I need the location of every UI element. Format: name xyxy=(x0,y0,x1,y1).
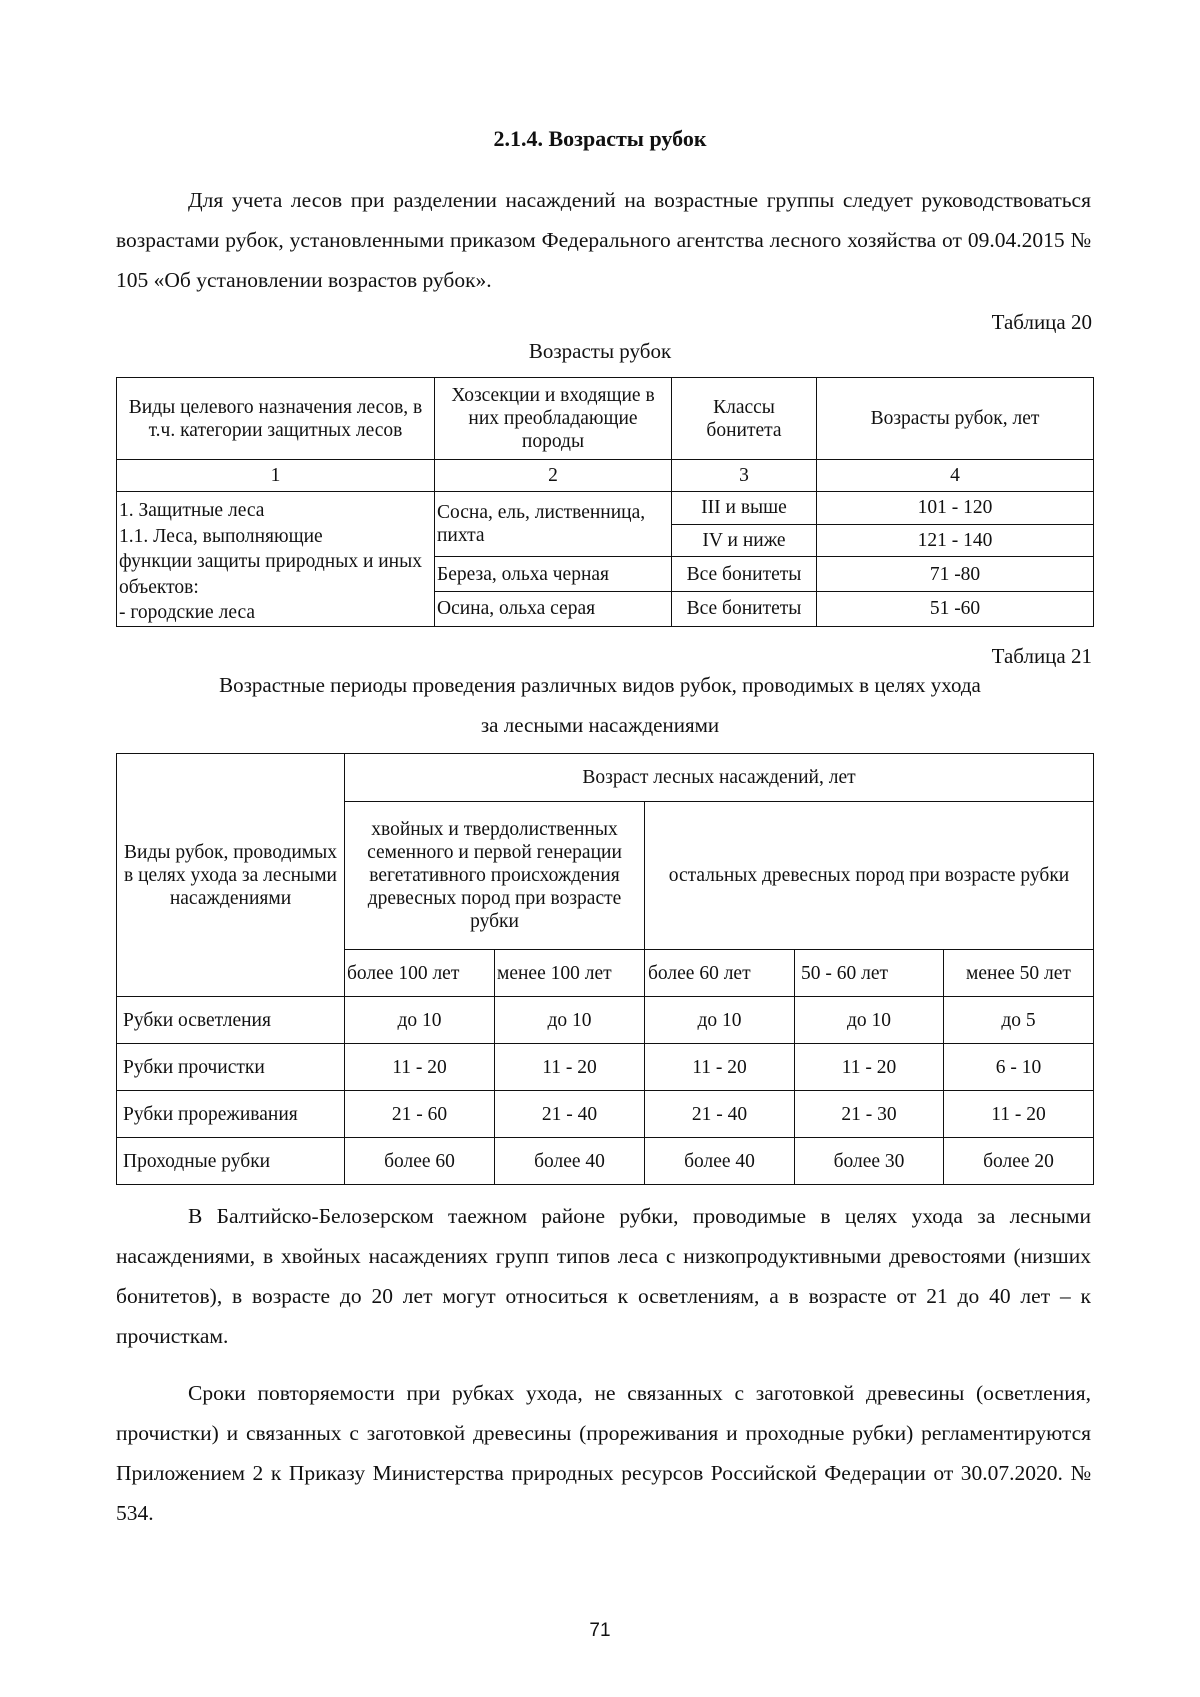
section-heading: 2.1.4. Возрасты рубок xyxy=(493,126,707,151)
table21-cell: 11 - 20 xyxy=(495,1044,645,1091)
table21-cell: до 10 xyxy=(645,997,795,1044)
table20-label: Таблица 20 xyxy=(991,310,1092,334)
table20-age-cell: 51 -60 xyxy=(817,591,1094,626)
table20-title: Возрасты рубок xyxy=(528,339,672,363)
table20-species-cell: Береза, ольха черная xyxy=(435,557,672,592)
table21-cell: более 40 xyxy=(495,1138,645,1185)
table20-category xyxy=(117,492,435,627)
intro-paragraph: Для учета лесов при разделении насаждений на возрастные группы следует руководствоваться возрастами рубок, установленными приказом Федерального агентства лесного хозяйства от 09.04.2015 № 105 «Об установлении возрастов рубок». xyxy=(116,188,1091,292)
table21-row-name: Рубки прочистки xyxy=(117,1044,345,1091)
table20-colnum: 1 xyxy=(117,460,435,492)
table21-cell: более 60 xyxy=(345,1138,495,1185)
table20-age-cell: 121 - 140 xyxy=(817,524,1094,557)
table20-header-age: Возрасты рубок, лет xyxy=(817,378,1094,460)
table21-cell: 11 - 20 xyxy=(795,1044,944,1091)
table20-category-line: - городские леса xyxy=(119,602,256,623)
table21-group-other: остальных древесных пород при возрасте рубки xyxy=(645,802,1094,950)
table21-subheader: менее 100 лет xyxy=(495,950,645,997)
table20-colnum: 4 xyxy=(817,460,1094,492)
table21-subheader: более 60 лет xyxy=(645,950,795,997)
table20-colnum: 3 xyxy=(672,460,817,492)
table21-cell: до 10 xyxy=(795,997,944,1044)
table20-age-cell: 101 - 120 xyxy=(817,492,1094,525)
table20-category-line: функции защиты природных и иных объектов: xyxy=(119,551,422,598)
table21-title-line1: Возрастные периоды проведения различных видов рубок, проводимых в целях ухода xyxy=(219,673,981,697)
table21-cell: 11 - 20 xyxy=(645,1044,795,1091)
page-number: 71 xyxy=(589,1620,611,1641)
table21-cell: 11 - 20 xyxy=(944,1091,1094,1138)
table20-class-cell: Все бонитеты xyxy=(672,591,817,626)
table20-class-cell: III и выше xyxy=(672,492,817,525)
table21-title-line2: за лесными насаждениями xyxy=(480,713,720,737)
table20-class-cell: Все бонитеты xyxy=(672,557,817,592)
table21 xyxy=(116,753,1094,1185)
table20-class-cell: IV и ниже xyxy=(672,524,817,557)
table20-category-line: 1.1. Леса, выполняющие xyxy=(119,525,323,547)
table21-cell: до 10 xyxy=(495,997,645,1044)
table20-species-cell: Сосна, ель, лиственница, пихта xyxy=(435,492,672,557)
table20-header-purpose: Виды целевого назначения лесов, в т.ч. категории защитных лесов xyxy=(117,378,435,460)
table20 xyxy=(116,377,1094,627)
table20-header-class: Классы бонитета xyxy=(672,378,817,460)
table21-cell: 6 - 10 xyxy=(944,1044,1094,1091)
table20-species-cell: Осина, ольха серая xyxy=(435,591,672,626)
table21-subheader: менее 50 лет xyxy=(944,950,1094,997)
table20-header-species: Хозсекции и входящие в них преобладающие породы xyxy=(435,378,672,460)
table21-cell: более 30 xyxy=(795,1138,944,1185)
table21-cell: 21 - 30 xyxy=(795,1091,944,1138)
table21-group-coniferous: хвойных и твердолиственных семенного и первой генерации вегетативного происхождения древесных пород при возрасте рубки xyxy=(345,802,645,950)
body-paragraph-periods: Сроки повторяемости при рубках ухода, не связанных с заготовкой древесины (осветления, прочистки) и связанных с заготовкой древесины (прореживания и проходные рубки) регламентируются Приложением 2 к Приказу Министерства природных ресурсов Российской Федерации от 30.07.2020. № 534. xyxy=(116,1381,1091,1525)
table21-subheader: 50 - 60 лет xyxy=(795,950,944,997)
table21-cell: 21 - 60 xyxy=(345,1091,495,1138)
table21-cell: более 20 xyxy=(944,1138,1094,1185)
table21-subheader: более 100 лет xyxy=(345,950,495,997)
table21-row-name: Проходные рубки xyxy=(117,1138,345,1185)
table20-colnum: 2 xyxy=(435,460,672,492)
table21-row-header: Виды рубок, проводимых в целях ухода за лесными насаждениями xyxy=(117,754,345,997)
table20-category-line: 1. Защитные леса xyxy=(119,500,265,521)
table21-cell: 21 - 40 xyxy=(645,1091,795,1138)
table21-cell: до 5 xyxy=(944,997,1094,1044)
body-paragraph-baltic: В Балтийско-Белозерском таежном районе рубки, проводимые в целях ухода за лесными насаждениями, в хвойных насаждениях групп типов леса с низкопродуктивными древостоями (низших бонитетов), в возрасте до 20 лет могут относиться к осветлениям, а в возрасте от 21 до 40 лет – к прочисткам. xyxy=(116,1204,1091,1348)
table21-row-name: Рубки прореживания xyxy=(117,1091,345,1138)
table21-cell: 11 - 20 xyxy=(345,1044,495,1091)
table21-cell: до 10 xyxy=(345,997,495,1044)
table21-row-name: Рубки осветления xyxy=(117,997,345,1044)
table21-top-header: Возраст лесных насаждений, лет xyxy=(345,754,1094,802)
table21-label: Таблица 21 xyxy=(991,644,1092,668)
table20-age-cell: 71 -80 xyxy=(817,557,1094,592)
table21-cell: более 40 xyxy=(645,1138,795,1185)
table21-cell: 21 - 40 xyxy=(495,1091,645,1138)
